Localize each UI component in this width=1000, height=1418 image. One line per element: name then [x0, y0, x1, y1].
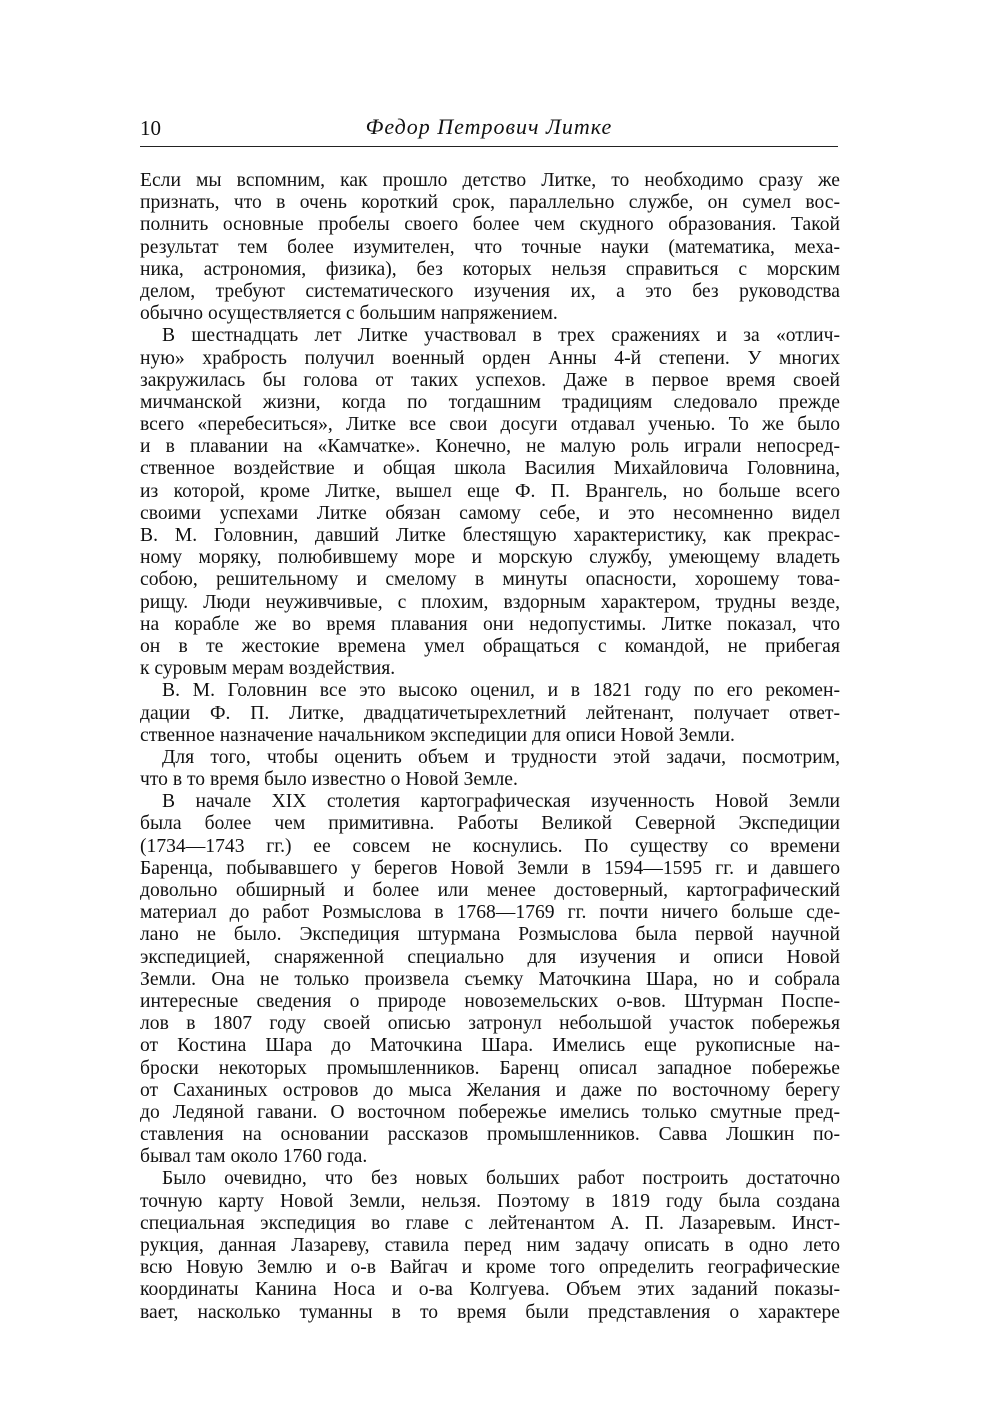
text-line: полнить основные пробелы своего более чем скудного образования. Такой	[140, 214, 840, 236]
text-line: экспедицией, снаряженной специально для изучения и описи Новой	[140, 946, 840, 968]
page-number: 10	[140, 116, 161, 140]
text-line: броски некоторых промышленников. Баренц описал западное побережье	[140, 1057, 840, 1079]
text-line: к суровым мерам воздействия.	[140, 658, 396, 680]
text-line: до Ледяной гавани. О восточном побережье имелись только смутные пред-	[140, 1101, 840, 1123]
text-line: Для того, чтобы оценить объем и трудности этой задачи, посмотрим,	[162, 746, 840, 768]
text-line: ственное воздействие и общая школа Василия Михайловича Головнина,	[140, 458, 840, 480]
text-line: лов в 1807 году своей описью затронул небольшой участок побережья	[140, 1013, 840, 1035]
text-line: ственное назначение начальником экспедиции для описи Новой Земли.	[140, 724, 735, 746]
text-line: Земли. Она не только произвела съемку Маточкина Шара, но и собрала	[140, 968, 840, 990]
text-line: материал до работ Розмыслова в 1768—1769 гг. почти ничего больше сде-	[140, 902, 840, 924]
text-line: ставления на основании рассказов промышленников. Савва Лошкин по-	[140, 1124, 840, 1146]
text-line: бывал там около 1760 года.	[140, 1146, 368, 1168]
text-line: координаты Канина Носа и о-ва Колгуева. Объем этих заданий показы-	[140, 1279, 840, 1301]
text-line: собою, решительному и смелому в минуты опасности, хорошему това-	[140, 569, 840, 591]
text-line: В шестнадцать лет Литке участвовал в трех сражениях и за «отлич-	[162, 325, 840, 347]
text-line: Баренца, побывавшего у берегов Новой Земли в 1594—1595 гг. и давшего	[140, 857, 840, 879]
text-line: он в те жестокие времена умел обращаться с командой, не прибегая	[140, 635, 840, 657]
text-line: на корабле же во время плавания они недопустимы. Литке показал, что	[140, 613, 840, 635]
text-line: была более чем примитивна. Работы Великой Северной Экспедиции	[140, 813, 840, 835]
text-line: от Саханиных островов до мыса Желания и даже по восточному берегу	[140, 1079, 840, 1101]
text-line: рищу. Люди неуживчивые, с плохим, вздорным характером, трудны везде,	[140, 591, 840, 613]
text-line: специальная экспедиция во главе с лейтенантом А. П. Лазаревым. Инст-	[140, 1212, 840, 1234]
text-line: и в плавании на «Камчатке». Конечно, не малую роль играли непосред-	[140, 436, 840, 458]
text-line: результат тем более изумителен, что точные науки (математика, меха-	[140, 236, 840, 258]
text-line: закружилась бы голова от таких успехов. Даже в первое время своей	[140, 369, 840, 391]
text-line: мичманской жизни, когда по тогдашним традициям следовало прежде	[140, 391, 840, 413]
text-line: лано не было. Экспедиция штурмана Розмыслова была первой научной	[140, 924, 840, 946]
page-header	[140, 112, 838, 148]
text-line: ника, астрономия, физика), без которых нельзя справиться с морским	[140, 258, 840, 280]
running-title: Федор Петрович Литке	[365, 114, 613, 139]
text-line: ному моряку, полюбившему море и морскую службу, умеющему владеть	[140, 547, 840, 569]
text-line: точную карту Новой Земли, нельзя. Поэтому в 1819 году была создана	[140, 1190, 840, 1212]
text-line: делом, требуют систематического изучения их, а это без руководства	[140, 280, 840, 302]
text-line: В. М. Головнин все это высоко оценил, и в 1821 году по его рекомен-	[162, 680, 840, 702]
text-line: признать, что в очень короткий срок, параллельно службе, он сумел вос-	[140, 192, 840, 214]
text-line: рукция, данная Лазареву, ставила перед ним задачу описать в одно лето	[140, 1235, 840, 1256]
text-line: вает, насколько туманны в то время были представления о характере	[140, 1301, 840, 1323]
text-line: от Костина Шара до Маточкина Шара. Имелись еще рукописные на-	[140, 1035, 840, 1057]
header-rule	[140, 146, 838, 147]
text-line: обычно осуществляется с большим напряжением.	[140, 303, 558, 325]
text-line: Было очевидно, что без новых больших работ построить достаточно	[162, 1168, 840, 1190]
text-line: В. М. Головнин, давший Литке блестящую характеристику, как прекрас-	[140, 525, 840, 546]
text-line: из которой, кроме Литке, вышел еще Ф. П. Врангель, но больше всего	[140, 480, 840, 502]
text-line: дации Ф. П. Литке, двадцатичетырехлетний лейтенант, получает ответ-	[140, 702, 840, 724]
text-line: ную» храбрость получил военный орден Анны 4-й степени. У многих	[140, 347, 840, 369]
text-line: своими успехами Литке обязан самому себе, и это несомненно видел	[140, 502, 840, 524]
text-line: всю Новую Землю и о-в Вайгач и кроме того определить географические	[140, 1257, 840, 1279]
text-line: что в то время было известно о Новой Земле.	[140, 769, 518, 791]
text-line: довольно обширный и более или менее достоверный, картографический	[140, 880, 840, 901]
text-line: (1734—1743 гг.) ее совсем не коснулись. По существу со времени	[140, 835, 840, 857]
text-line: всего «перебеситься», Литке все свои досуги отдавал ученью. То же было	[140, 414, 840, 436]
text-line: Если мы вспомним, как прошло детство Литке, то необходимо сразу же	[140, 170, 840, 191]
text-line: В начале XIX столетия картографическая изученность Новой Земли	[162, 791, 840, 813]
body-text	[140, 170, 840, 1324]
text-line: интересные сведения о природе новоземельских о-вов. Штурман Поспе-	[140, 990, 840, 1012]
